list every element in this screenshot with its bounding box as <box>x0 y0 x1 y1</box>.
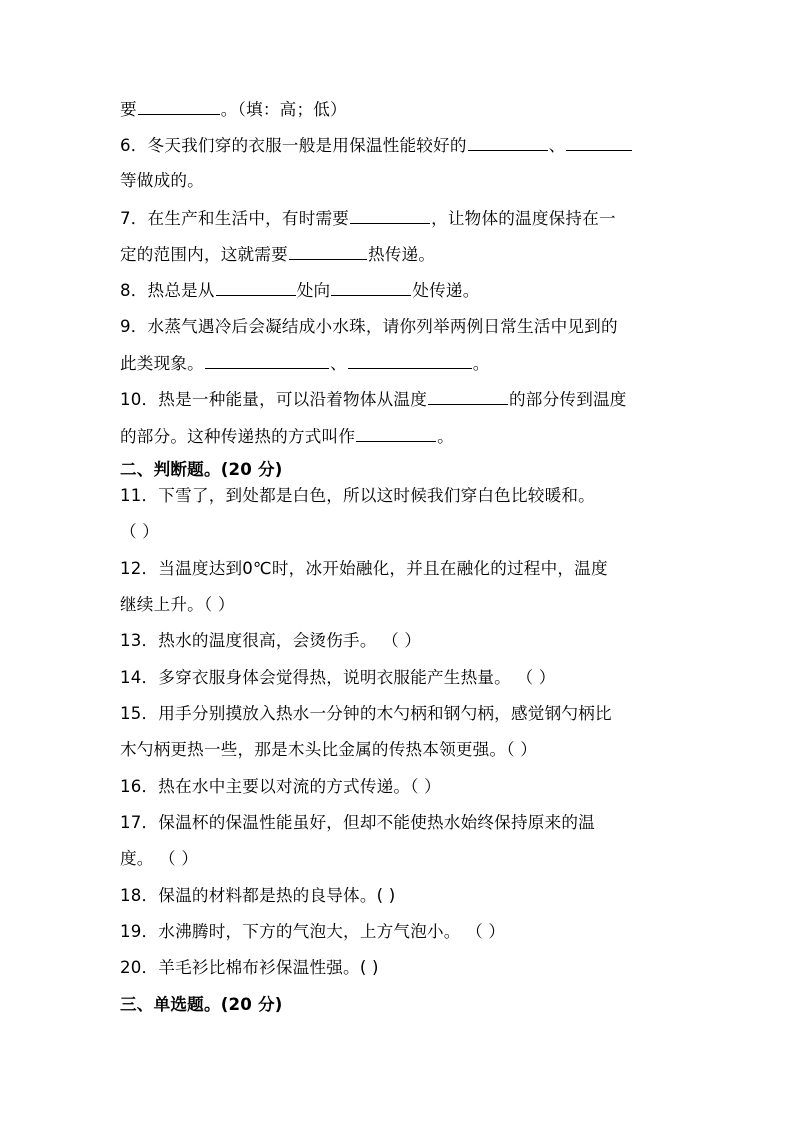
question-10-continuation: 的部分。这种传递热的方式叫作 。 <box>120 427 454 446</box>
question-11: 11．下雪了，到处都是白色，所以这时候我们穿白色比较暖和。 <box>120 486 595 505</box>
answer-blank[interactable] <box>468 134 548 151</box>
question-12: 12．当温度达到0℃时，冰开始融化，并且在融化的过程中，温度 <box>120 559 608 578</box>
question-20: 20．羊毛衫比棉布衫保温性强。( ) <box>120 958 379 977</box>
question-18: 18．保温的材料都是热的良导体。( ) <box>120 886 396 905</box>
section-heading-single-choice: 三、单选题。(20 分) <box>120 995 283 1014</box>
question-7-continuation: 定的范围内，这就需要 热传递。 <box>120 245 436 264</box>
question-6-continuation: 等做成的。 <box>120 171 204 190</box>
question-9-continuation: 此类现象。 、 。 <box>120 354 490 373</box>
question-6: 6．冬天我们穿的衣服一般是用保温性能较好的 、 <box>120 134 633 157</box>
answer-blank[interactable] <box>350 207 430 224</box>
answer-blank[interactable] <box>216 279 296 296</box>
question-14: 14．多穿衣服身体会觉得热，说明衣服能产生热量。 （ ） <box>120 668 556 687</box>
question-7: 7．在生产和生活中，有时需要 ，让物体的温度保持在一 <box>120 209 616 228</box>
answer-blank[interactable] <box>356 425 436 442</box>
question-11-answer[interactable]: （ ） <box>120 522 160 541</box>
question-13: 13．热水的温度很高，会烫伤手。 （ ） <box>120 631 422 650</box>
answer-blank[interactable] <box>331 279 411 296</box>
question-5-continuation: 要 。（填：高；低） <box>120 100 347 119</box>
question-9: 9．水蒸气遇冷后会凝结成小水珠，请你列举两例日常生活中见到的 <box>120 317 618 336</box>
answer-blank[interactable] <box>428 388 508 405</box>
question-17-continuation: 度。 （ ） <box>120 849 199 868</box>
question-10: 10．热是一种能量，可以沿着物体从温度 的部分传到温度 <box>120 390 627 409</box>
question-19: 19．水沸腾时，下方的气泡大，上方气泡小。 （ ） <box>120 922 506 941</box>
question-12-continuation: 继续上升。（ ） <box>120 595 235 614</box>
answer-blank[interactable] <box>205 352 329 369</box>
section-heading-true-false: 二、判断题。(20 分) <box>120 460 283 479</box>
question-17: 17．保温杯的保温性能虽好，但却不能使热水始终保持原来的温 <box>120 813 595 832</box>
question-15-continuation: 木勺柄更热一些，那是木头比金属的传热本领更强。（ ） <box>120 740 538 759</box>
question-8: 8．热总是从 处向 处传递。 <box>120 281 480 300</box>
answer-blank[interactable] <box>348 352 472 369</box>
answer-blank[interactable] <box>138 98 220 115</box>
question-15: 15．用手分别摸放入热水一分钟的木勺柄和钢勺柄，感觉钢勺柄比 <box>120 704 612 723</box>
answer-blank[interactable] <box>566 134 632 151</box>
question-16: 16．热在水中主要以对流的方式传递。（ ） <box>120 777 441 796</box>
answer-blank[interactable] <box>289 243 367 260</box>
